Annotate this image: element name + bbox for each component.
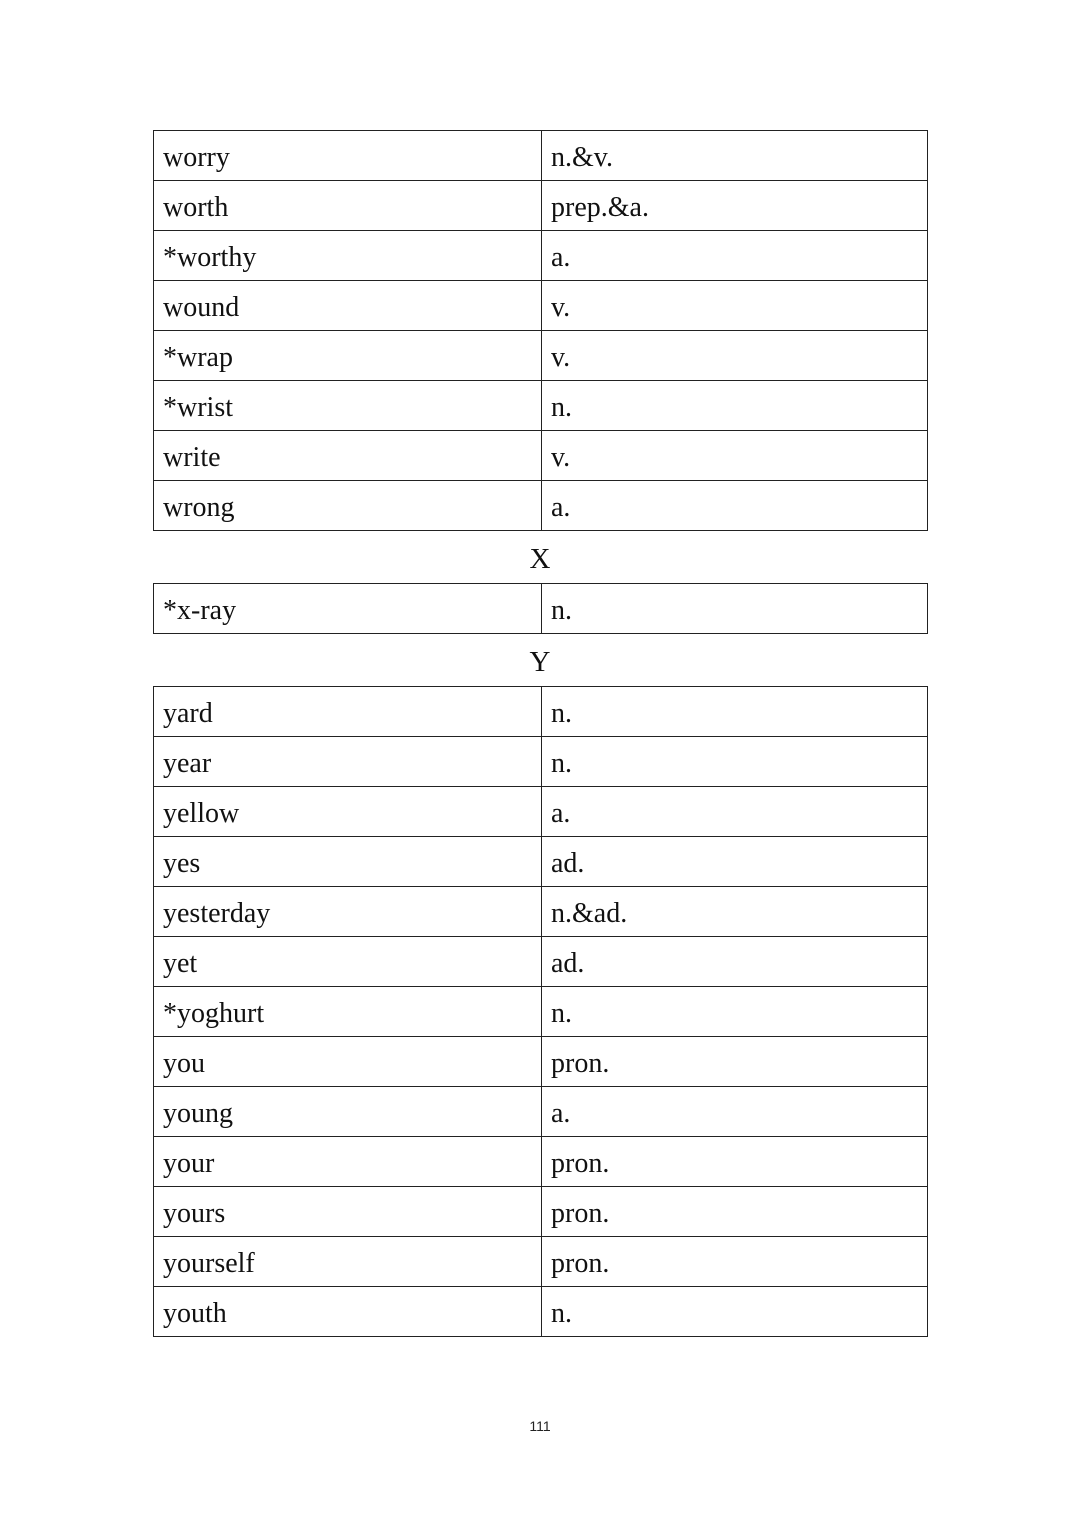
pos-cell: pron.: [542, 1187, 928, 1237]
word-cell: yourself: [154, 1237, 542, 1287]
page-number: 111: [529, 1418, 551, 1434]
table-row: [154, 887, 928, 937]
word-cell: worth: [154, 181, 542, 231]
vocab-table-x: [153, 583, 928, 634]
table-row: [154, 837, 928, 887]
pos-cell: n.: [542, 584, 928, 634]
word-cell: wound: [154, 281, 542, 331]
table-row: [154, 1137, 928, 1187]
pos-cell: n.: [542, 381, 928, 431]
word-cell: yet: [154, 937, 542, 987]
word-cell: *wrist: [154, 381, 542, 431]
word-cell: your: [154, 1137, 542, 1187]
table-row: [154, 281, 928, 331]
word-cell: year: [154, 737, 542, 787]
word-cell: worry: [154, 131, 542, 181]
word-cell: wrong: [154, 481, 542, 531]
table-row: [154, 687, 928, 737]
vocab-table-w: [153, 130, 928, 531]
word-cell: *wrap: [154, 331, 542, 381]
table-row: [154, 1037, 928, 1087]
table-row: [154, 381, 928, 431]
pos-cell: a.: [542, 1087, 928, 1137]
pos-cell: pron.: [542, 1237, 928, 1287]
pos-cell: pron.: [542, 1137, 928, 1187]
section-heading-x: X: [529, 543, 551, 575]
word-cell: write: [154, 431, 542, 481]
word-cell: *worthy: [154, 231, 542, 281]
pos-cell: n.&ad.: [542, 887, 928, 937]
pos-cell: pron.: [542, 1037, 928, 1087]
table-row: [154, 181, 928, 231]
word-cell: yesterday: [154, 887, 542, 937]
pos-cell: v.: [542, 281, 928, 331]
pos-cell: n.: [542, 1287, 928, 1337]
pos-cell: v.: [542, 431, 928, 481]
pos-cell: ad.: [542, 837, 928, 887]
pos-cell: ad.: [542, 937, 928, 987]
pos-cell: a.: [542, 787, 928, 837]
section-heading-y: Y: [529, 646, 551, 678]
word-cell: yard: [154, 687, 542, 737]
table-row: [154, 987, 928, 1037]
table-row: [154, 131, 928, 181]
pos-cell: a.: [542, 481, 928, 531]
table-row: [154, 584, 928, 634]
pos-cell: prep.&a.: [542, 181, 928, 231]
table-row: [154, 737, 928, 787]
word-cell: *x-ray: [154, 584, 542, 634]
pos-cell: v.: [542, 331, 928, 381]
table-row: [154, 1237, 928, 1287]
table-row: [154, 481, 928, 531]
table-row: [154, 231, 928, 281]
table-row: [154, 1287, 928, 1337]
word-cell: yes: [154, 837, 542, 887]
word-cell: you: [154, 1037, 542, 1087]
table-row: [154, 1187, 928, 1237]
table-row: [154, 431, 928, 481]
vocabulary-page: [153, 130, 927, 1337]
word-cell: youth: [154, 1287, 542, 1337]
word-cell: yours: [154, 1187, 542, 1237]
word-cell: young: [154, 1087, 542, 1137]
table-row: [154, 331, 928, 381]
pos-cell: n.: [542, 687, 928, 737]
pos-cell: n.: [542, 737, 928, 787]
table-row: [154, 937, 928, 987]
table-row: [154, 787, 928, 837]
pos-cell: n.&v.: [542, 131, 928, 181]
pos-cell: n.: [542, 987, 928, 1037]
pos-cell: a.: [542, 231, 928, 281]
word-cell: *yoghurt: [154, 987, 542, 1037]
table-row: [154, 1087, 928, 1137]
vocab-table-y: [153, 686, 928, 1337]
word-cell: yellow: [154, 787, 542, 837]
